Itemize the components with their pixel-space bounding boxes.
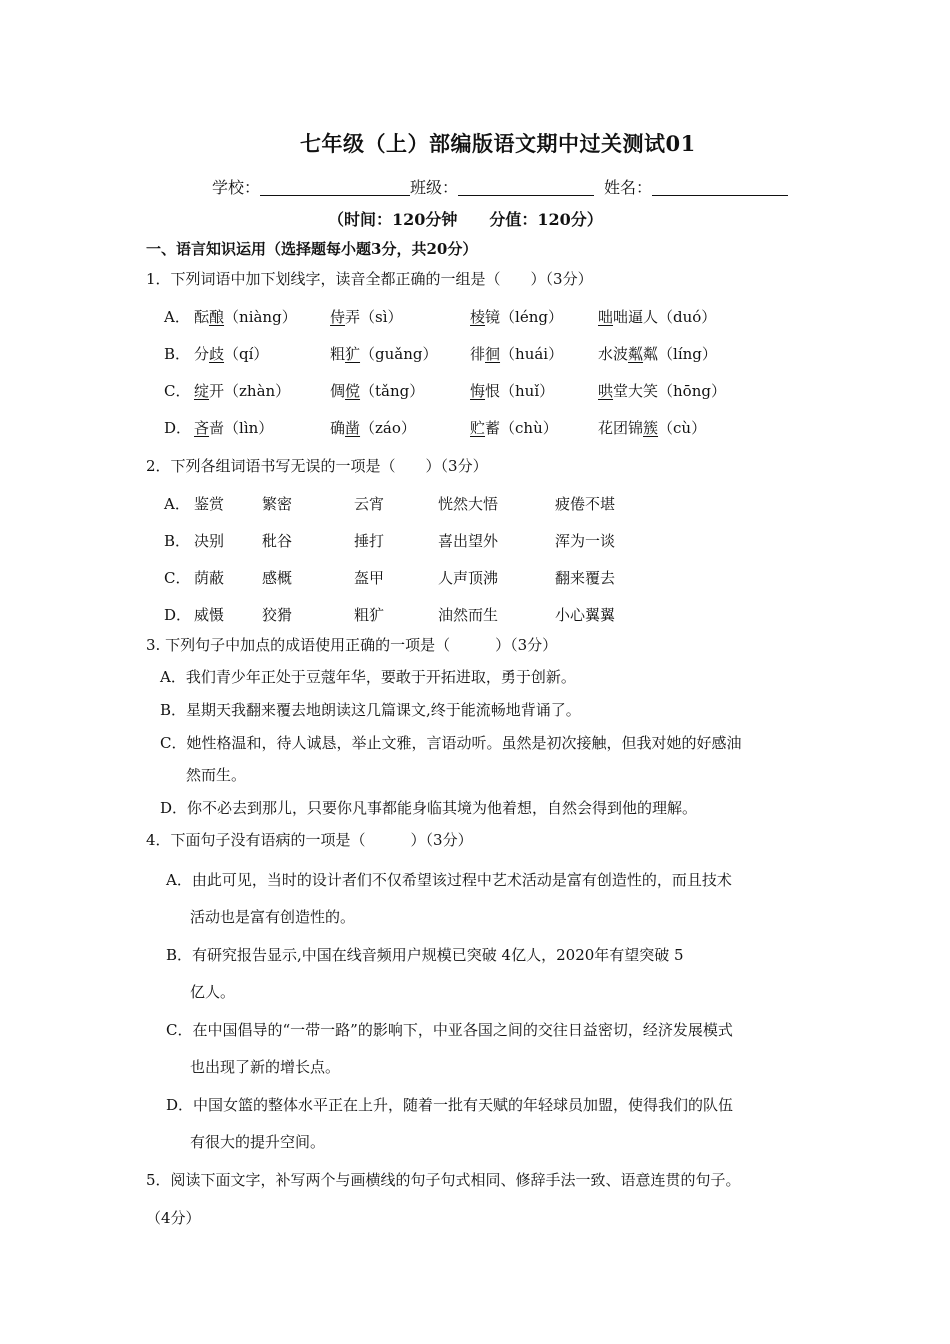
question-4-option-a-cont: 活动也是富有创造性的。 (190, 908, 356, 926)
question-2-word: 荫蔽 (194, 569, 225, 587)
underlined-char: 棱 (470, 308, 486, 326)
question-2-word: 喜出望外 (438, 532, 499, 550)
info-line (212, 175, 788, 198)
question-2-word: 感概 (262, 569, 293, 587)
question-1-word: 粗犷（guǎng） (330, 345, 438, 363)
page-title: 七年级（上）部编版语文期中过关测试01 (300, 131, 696, 156)
question-2-word: 浑为一谈 (555, 532, 616, 550)
question-3-option-c-cont: 然而生。 (186, 766, 247, 784)
question-2-word: 狡猾 (262, 606, 293, 624)
question-4-option-b: B．有研究报告显示,中国在线音频用户规模已突破 4亿人，2020年有望突破 5 (166, 946, 684, 964)
name-label: 姓名： (604, 178, 653, 197)
underlined-char: 哄 (598, 382, 614, 400)
question-2-word: 决别 (194, 532, 225, 550)
underlined-char: 酿 (209, 308, 225, 326)
question-2-word: 人声顶沸 (438, 569, 499, 587)
underlined-char: 绽 (194, 382, 210, 400)
question-1-word: 哄堂大笑（hōng） (598, 382, 726, 400)
question-2-word: 威慑 (194, 606, 225, 624)
question-2-option-label: A． (164, 495, 190, 513)
question-1-option-label: C． (164, 382, 191, 400)
class-label: 班级： (410, 178, 459, 197)
question-2-word: 捶打 (354, 532, 385, 550)
underlined-char: 傥 (345, 382, 361, 400)
question-1-word: 酝酿（niàng） (194, 308, 297, 326)
question-4-option-b-cont: 亿人。 (190, 983, 236, 1001)
question-2-option-label: D． (164, 606, 192, 624)
question-3-option-d: D．你不必去到那儿，只要你凡事都能身临其境为他着想，自然会得到他的理解。 (160, 799, 698, 817)
question-4-option-c: C．在中国倡导的“一带一路”的影响下，中亚各国之间的交往日益密切，经济发展模式 (166, 1021, 733, 1039)
question-1-option-label: D． (164, 419, 192, 437)
question-2-word: 小心翼翼 (555, 606, 616, 624)
underlined-char: 贮 (470, 419, 486, 437)
question-1-word: 水波粼粼（líng） (598, 345, 717, 363)
question-2-word: 疲倦不堪 (555, 495, 616, 513)
name-blank[interactable] (652, 179, 788, 196)
question-1-word: 绽开（zhàn） (194, 382, 291, 400)
school-label: 学校： (212, 178, 261, 197)
question-2-word: 秕谷 (262, 532, 293, 550)
question-3-option-a: A．我们青少年正处于豆蔻年华，要敢于开拓进取，勇于创新。 (160, 668, 576, 686)
underlined-char: 吝 (194, 419, 210, 437)
question-4-option-a: A．由此可见，当时的设计者们不仅希望该过程中艺术活动是富有创造性的，而且技术 (166, 871, 732, 889)
underlined-char: 侍 (330, 308, 346, 326)
underlined-char: 歧 (209, 345, 225, 363)
question-2-word: 盔甲 (354, 569, 385, 587)
question-2-word: 鉴赏 (194, 495, 225, 513)
question-4-option-c-cont: 也出现了新的增长点。 (190, 1058, 341, 1076)
underlined-char: 粼 (628, 345, 644, 363)
question-2-stem: 2．下列各组词语书写无误的一项是（ ）（3分） (146, 457, 488, 475)
question-1-word: 咄咄逼人（duó） (598, 308, 717, 326)
question-2-word: 繁密 (262, 495, 293, 513)
question-1-word: 棱镜（léng） (470, 308, 563, 326)
underlined-char: 咄 (598, 308, 614, 326)
section-heading: 一、语言知识运用（选择题每小题3分，共20分） (146, 240, 478, 258)
question-1-word: 悔恨（huǐ） (470, 382, 555, 400)
question-2-word: 翻来覆去 (555, 569, 616, 587)
question-3-option-c: C．她性格温和，待人诚恳，举止文雅，言语动听。虽然是初次接触，但我对她的好感油 (160, 734, 742, 752)
question-2-word: 油然而生 (438, 606, 499, 624)
subtitle: （时间：120分钟 分值：120分） (328, 210, 603, 229)
question-2-word: 云宵 (354, 495, 385, 513)
question-1-option-label: B． (164, 345, 191, 363)
question-1-word: 分歧（qí） (194, 345, 269, 363)
question-1-word: 花团锦簇（cù） (598, 419, 707, 437)
question-2-word: 恍然大悟 (438, 495, 499, 513)
question-5-score: （4分） (146, 1209, 201, 1227)
question-1-word: 徘徊（huái） (470, 345, 564, 363)
question-4-option-d: D．中国女篮的整体水平正在上升，随着一批有天赋的年轻球员加盟，使得我们的队伍 (166, 1096, 734, 1114)
class-blank[interactable] (458, 179, 594, 196)
question-1-option-label: A． (164, 308, 190, 326)
underlined-char: 凿 (345, 419, 361, 437)
underlined-char: 犷 (345, 345, 361, 363)
question-1-word: 贮蓄（chù） (470, 419, 558, 437)
question-1-word: 吝啬（lìn） (194, 419, 274, 437)
question-3-stem: 3. 下列句子中加点的成语使用正确的一项是（ ）（3分） (146, 636, 558, 654)
question-3-option-b: B．星期天我翻来覆去地朗读这几篇课文,终于能流畅地背诵了。 (160, 701, 581, 719)
question-2-option-label: B． (164, 532, 191, 550)
question-1-word: 侍弄（sì） (330, 308, 403, 326)
question-1-word: 确凿（záo） (330, 419, 416, 437)
question-2-option-label: C． (164, 569, 191, 587)
underlined-char: 簇 (643, 419, 659, 437)
underlined-char: 悔 (470, 382, 486, 400)
question-4-stem: 4．下面句子没有语病的一项是（ ）（3分） (146, 831, 473, 849)
school-blank[interactable] (260, 179, 410, 196)
question-5-stem: 5．阅读下面文字，补写两个与画横线的句子句式相同、修辞手法一致、语意连贯的句子。 (146, 1171, 741, 1189)
underlined-char: 徊 (485, 345, 501, 363)
question-1-stem: 1．下列词语中加下划线字，读音全都正确的一组是（ ）（3分） (146, 270, 593, 288)
question-2-word: 粗犷 (354, 606, 385, 624)
question-1-word: 倜傥（tǎng） (330, 382, 425, 400)
question-4-option-d-cont: 有很大的提升空间。 (190, 1133, 326, 1151)
